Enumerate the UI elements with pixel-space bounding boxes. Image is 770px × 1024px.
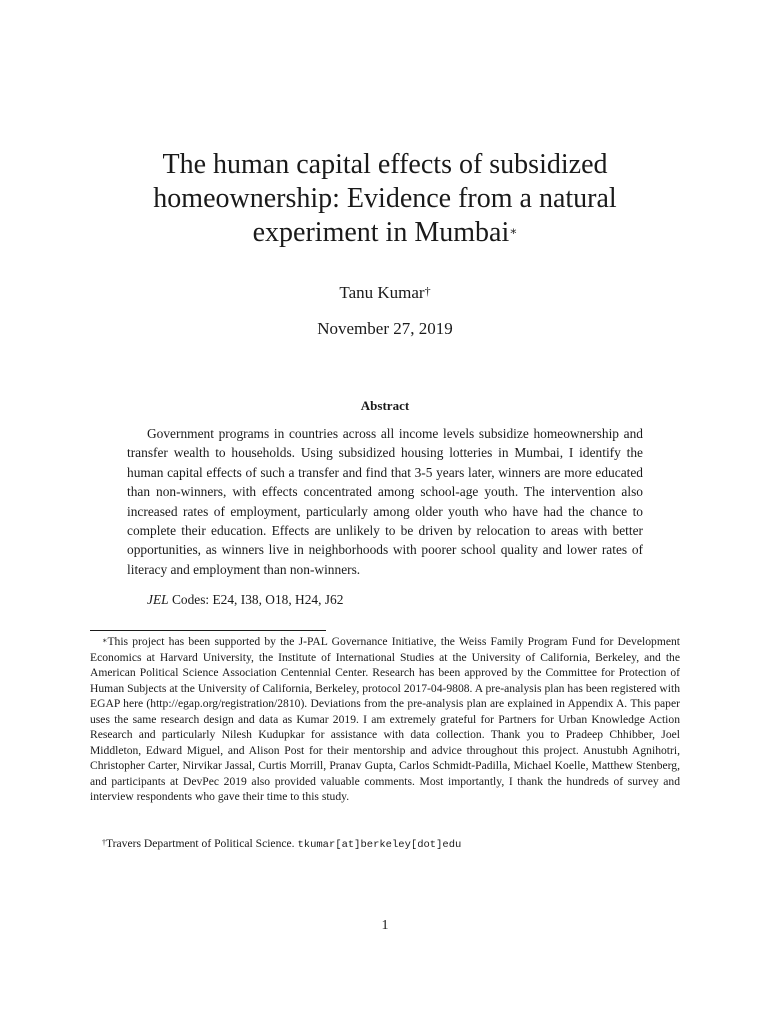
publication-date: November 27, 2019 — [317, 319, 453, 338]
footnote-acknowledgements — [90, 634, 680, 805]
title-footnote-marker: ∗ — [509, 224, 518, 238]
page-number: 1 — [381, 918, 389, 933]
paper-title — [90, 148, 680, 250]
footnote-marker-asterisk: ∗ — [102, 636, 108, 645]
title-text: The human capital effects of subsidized homeownership: Evidence from a natural experiment in Mumbai — [153, 149, 617, 248]
author-email: tkumar[at]berkeley[dot]edu — [297, 839, 462, 851]
jel-codes-list: Codes: E24, I38, O18, H24, J62 — [171, 592, 344, 607]
jel-label: JEL — [147, 592, 169, 607]
abstract-heading: Abstract — [360, 398, 410, 413]
author-name: Tanu Kumar — [339, 283, 425, 302]
jel-codes — [147, 590, 343, 609]
abstract-body: Government programs in countries across all income levels subsidize homeownership and transfer wealth to households. Using subsidized housing lotteries in Mumbai, I identify the human capital effects of such a transfer and find that 3-5 years later, winners are more educated than non-winners, with effects concentrated among school-age youth. The intervention also increased rates of employment, particularly among older youth who have had the chance to complete their education. Effects are unlikely to be driven by relocation to areas with better opportunities, as winners live in neighborhoods with poorer school quality and lower rates of literacy and employment than non-winners. — [127, 426, 643, 577]
footnote-affiliation-text: Travers Department of Political Science. — [106, 837, 295, 850]
footnote-acknowledgements-text: This project has been supported by the J-PAL Governance Initiative, the Weiss Family Program Fund for Development Economics at Harvard University, the Institute of International Studies at the University of California, Berkeley, and the American Political Science Association Centennial Center. Research has been approved by the Committee for Protection of Human Subjects at the University of California, Berkeley, protocol 2017-04-9808. A pre-analysis plan has been registered with EGAP here (http://egap.org/registration/2810). Deviations from the pre-analysis plan are explained in Appendix A. This paper uses the same research design and data as Kumar 2019. I am extremely grateful for Partners for Urban Knowledge Action Research and particularly Nilesh Kudupkar for assistance with data collection. Thank you to Pradeep Chhibber, Joel Middleton, Edward Miguel, and Alison Post for their mentorship and advice throughout this project. Anustubh Agnihotri, Christopher Carter, Nirvikar Jassal, Curtis Morrill, Pranav Gupta, Carlos Schmidt-Padilla, Michael Koelle, Matthew Stenberg, and participants at DevPec 2019 also provided valuable comments. Most importantly, I thank the hundreds of survey and interview respondents who gave their time to this study. — [90, 635, 680, 803]
author-footnote-marker: † — [424, 284, 431, 298]
footnote-marker-dagger: † — [102, 838, 106, 847]
author-line — [0, 282, 770, 304]
footnote-divider — [90, 630, 326, 631]
footnote-affiliation — [90, 836, 680, 854]
